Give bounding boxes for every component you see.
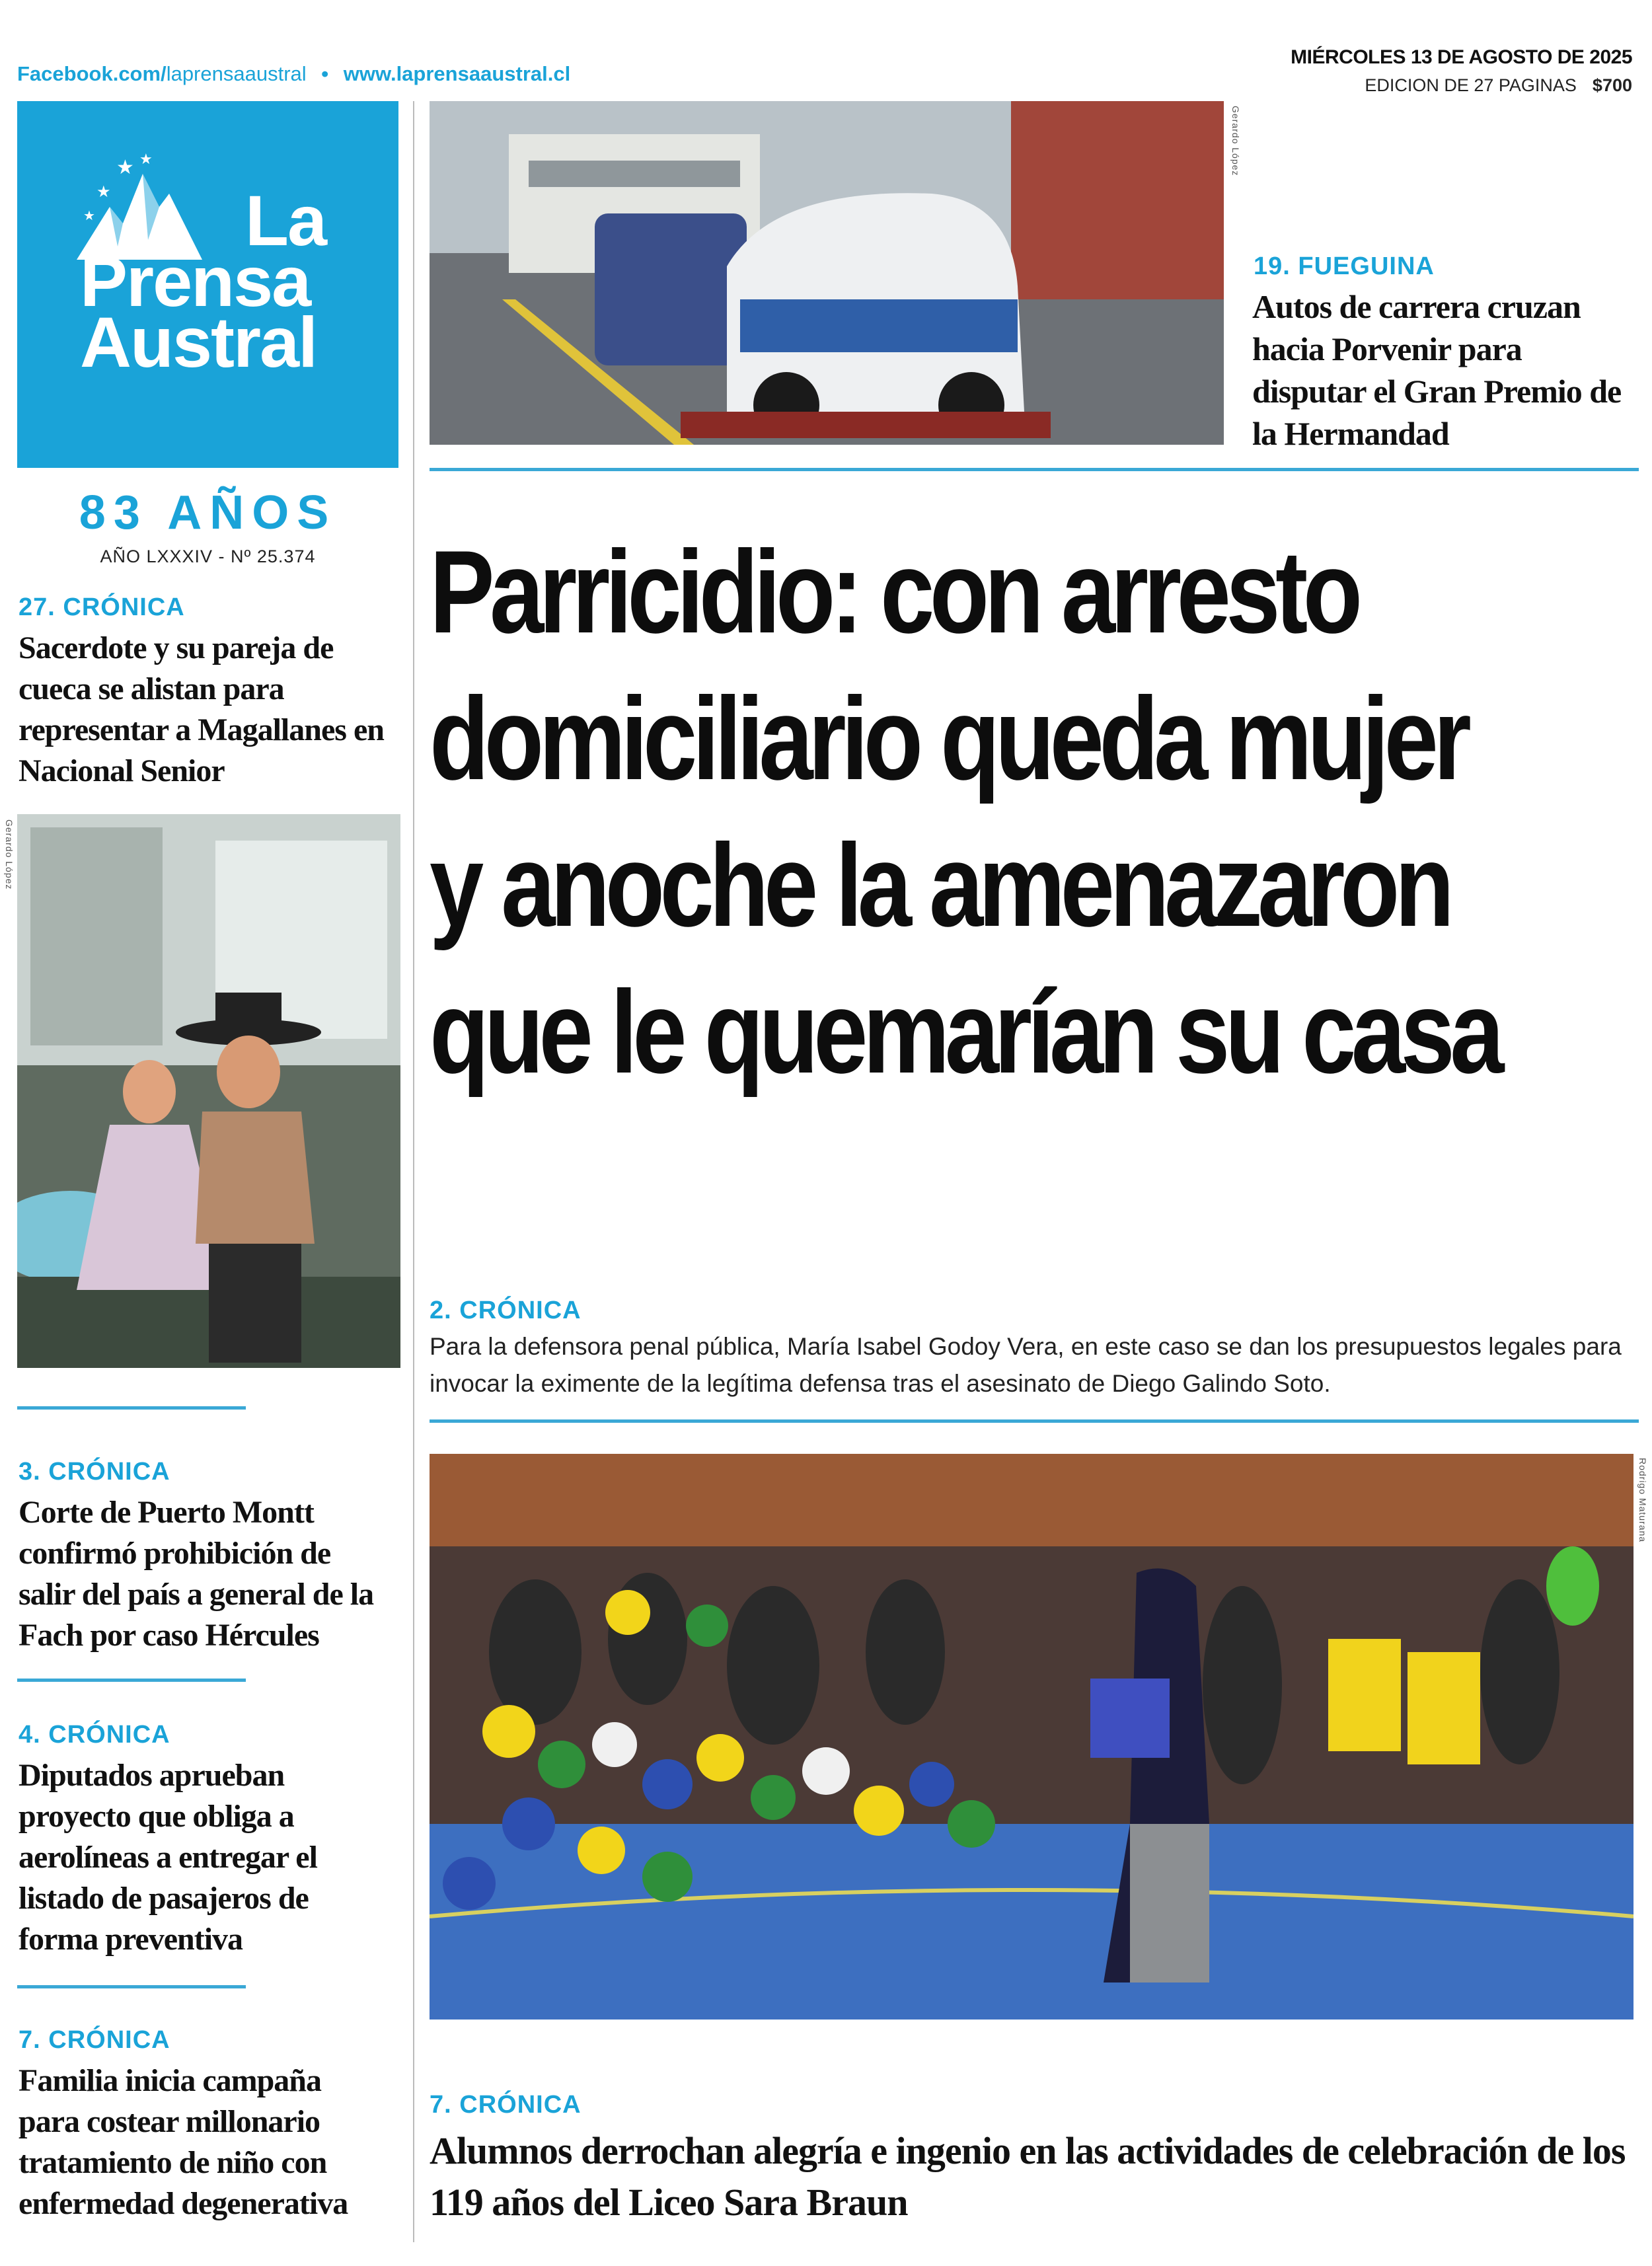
sidebar-photo-cueca[interactable] [17,814,400,1368]
top-story-title[interactable]: Autos de carrera cruzan hacia Porvenir para disputar el Gran Premio de la Hermandad [1252,288,1622,452]
sidebar-story-1[interactable]: Sacerdote y su pareja de cueca se alistan para representar a Magallanes en Nacional Senior [19,630,384,788]
sidebar-section-4: 7. CRÓNICA [19,2026,170,2054]
svg-text:★: ★ [139,151,153,168]
sidebar-story-4[interactable]: Familia inicia campaña para costear millonario tratamiento de niño con enfermedad degenerativa [19,2063,348,2221]
sidebar-photo-credit: Gerardo López [4,819,15,890]
divider [430,468,1639,471]
sidebar-story-3[interactable]: Diputados aprueban proyecto que obliga a aerolíneas a entregar el listado de pasajeros de forma preventiva [19,1758,317,1957]
bottom-story-photo[interactable] [430,1454,1633,2020]
svg-text:★: ★ [116,156,134,179]
divider [17,1406,246,1410]
sidebar-story-2[interactable]: Corte de Puerto Montt confirmó prohibición de salir del país a general de la Fach por caso Hércules [19,1495,374,1653]
website-link[interactable]: www.laprensaaustral.cl [343,62,571,85]
top-story-section: 19. FUEGUINA [1254,252,1435,280]
logo-wordmark: La Prensa Austral [80,180,326,382]
issue-date: MIÉRCOLES 13 DE AGOSTO DE 2025 [1291,46,1632,68]
svg-text:★: ★ [96,182,111,201]
bottom-photo-credit: Rodrigo Maturana [1637,1458,1648,1543]
bottom-story-title[interactable]: Alumnos derrochan alegría e ingenio en las actividades de celebración de los 119 años del Liceo Sara Braun [430,2129,1626,2224]
issue-number: AÑO LXXXIV - Nº 25.374 [100,547,316,566]
social-links: Facebook.com/laprensaaustral • www.laprensaaustral.cl [17,62,571,85]
sidebar-section-2: 3. CRÓNICA [19,1458,170,1486]
main-headline[interactable]: Parricidio: con arresto domiciliario queda mujer y anoche la amenazaron que le quemarían su casa [430,526,1499,1098]
divider [430,1419,1639,1423]
top-photo-credit: Gerardo López [1230,106,1241,176]
main-story-summary: Para la defensora penal pública, María Isabel Godoy Vera, en este caso se dan los presupuestos legales para invocar la eximente de la legítima defensa tras el asesinato de Diego Galindo Soto. [430,1333,1622,1397]
edition-info [1365,75,1632,96]
edition-pages: EDICION DE 27 PAGINAS [1365,75,1577,95]
divider [17,1679,246,1682]
sidebar-section-3: 4. CRÓNICA [19,1721,170,1749]
price: $700 [1592,75,1632,95]
anniversary-label: 83 AÑOS [79,486,337,539]
divider [17,1985,246,1988]
facebook-link[interactable]: Facebook.com/laprensaaustral [17,62,307,85]
top-story-photo[interactable] [430,101,1224,445]
bottom-story-section: 7. CRÓNICA [430,2091,582,2119]
svg-text:★: ★ [83,208,95,223]
main-story-section: 2. CRÓNICA [430,1297,582,1324]
sidebar-section-1: 27. CRÓNICA [19,593,185,621]
newspaper-logo[interactable] [17,101,398,468]
column-separator [413,101,414,2242]
